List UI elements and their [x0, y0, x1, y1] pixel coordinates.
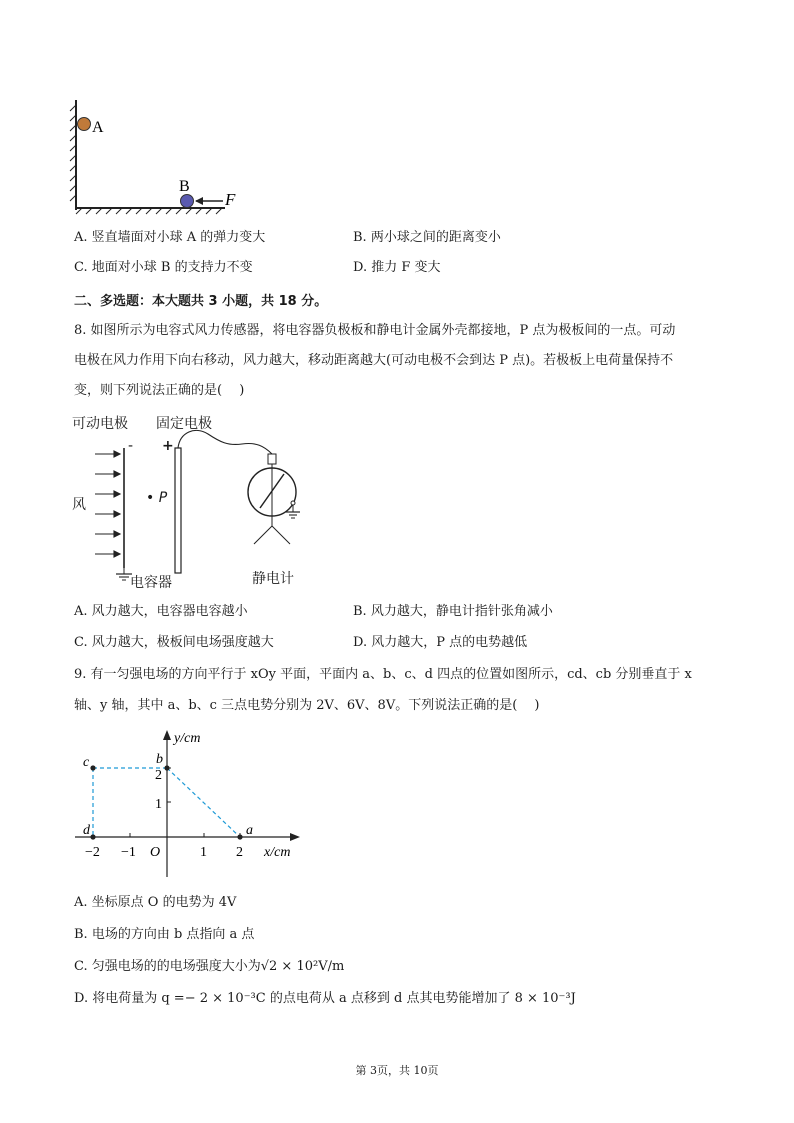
q8-option-d: D. 风力越大，P 点的电势越低	[353, 635, 528, 650]
origin-label: O	[150, 845, 161, 860]
label-plus: +	[162, 438, 174, 454]
section-title: 二、多选题：本大题共 3 小题，共 18 分。	[74, 294, 328, 309]
q8-line-1: 8. 如图所示为电容式风力传感器，将电容器负极板和静电计金属外壳都接地，P 点为极板间的一点。可动	[74, 323, 676, 338]
label-point-p: • P	[146, 490, 168, 506]
q7-figure	[60, 95, 260, 220]
ball-b	[181, 195, 194, 208]
q8-option-b: B. 风力越大，静电计指针张角减小	[353, 604, 553, 619]
point-c	[90, 765, 95, 770]
q9-option-d: D. 将电荷量为 q =− 2 × 10⁻³C 的点电荷从 a 点移到 d 点其电势能增加了 8 × 10⁻³J	[74, 991, 576, 1006]
q9-option-b: B. 电场的方向由 b 点指向 a 点	[74, 927, 255, 942]
ball-a	[78, 118, 91, 131]
x-axis-label: x/cm	[264, 845, 291, 860]
point-b	[164, 765, 169, 770]
label-electroscope: 静电计	[252, 571, 294, 587]
q9-line-1: 9. 有一匀强电场的方向平行于 xOy 平面，平面内 a、b、c、d 四点的位置如图所示，cd、cb 分别垂直于 x	[74, 667, 692, 682]
point-d-label: d	[83, 823, 90, 838]
q7-option-c: C. 地面对小球 B 的支持力不变	[74, 260, 253, 275]
x-tick-label: 1	[200, 845, 207, 860]
q9-option-a: A. 坐标原点 O 的电势为 4V	[74, 895, 237, 910]
segment-ba	[167, 768, 240, 837]
y-axis-label: y/cm	[174, 731, 201, 746]
point-d	[90, 834, 95, 839]
q7-option-a: A. 竖直墙面对小球 A 的弹力变大	[74, 230, 266, 245]
fixed-plate	[175, 448, 181, 573]
q8-line-3: 变，则下列说法正确的是( )	[74, 383, 245, 398]
page-footer: 第 3页，共 10页	[355, 1064, 439, 1077]
y-tick-label: 2	[155, 768, 162, 783]
point-c-label: c	[83, 755, 90, 770]
label-minus: -	[128, 438, 134, 454]
x-tick-label: 2	[236, 845, 243, 860]
q7-option-d: D. 推力 F 变大	[353, 260, 441, 275]
point-a	[237, 834, 242, 839]
label-b: B	[179, 178, 190, 195]
label-f: F	[225, 190, 236, 209]
q8-option-c: C. 风力越大，极板间电场强度越大	[74, 635, 274, 650]
x-tick-label: −1	[121, 845, 136, 860]
point-a-label: a	[246, 823, 253, 838]
q8-option-a: A. 风力越大，电容器电容越小	[74, 604, 248, 619]
point-b-label: b	[156, 752, 163, 767]
y-tick-label: 1	[155, 797, 162, 812]
q8-figure	[60, 408, 320, 593]
label-wind: 风	[72, 497, 86, 513]
q9-line-2: 轴、y 轴，其中 a、b、c 三点电势分别为 2V、6V、8V。下列说法正确的是( )	[74, 698, 540, 713]
label-movable-electrode: 可动电极	[72, 416, 128, 432]
q9-figure	[70, 722, 310, 882]
q9-option-c: C. 匀强电场的的电场强度大小为√2 × 10²V/m	[74, 959, 345, 974]
label-fixed-electrode: 固定电极	[156, 416, 212, 432]
label-capacitor: 电容器	[130, 575, 172, 591]
q7-option-b: B. 两小球之间的距离变小	[353, 230, 501, 245]
q8-line-2: 电极在风力作用下向右移动，风力越大，移动距离越大(可动电极不会到达 P 点)。若极板上电荷量保持不	[74, 353, 674, 368]
label-a: A	[92, 119, 104, 136]
x-tick-label: −2	[85, 845, 100, 860]
wind-arrows	[95, 451, 120, 557]
